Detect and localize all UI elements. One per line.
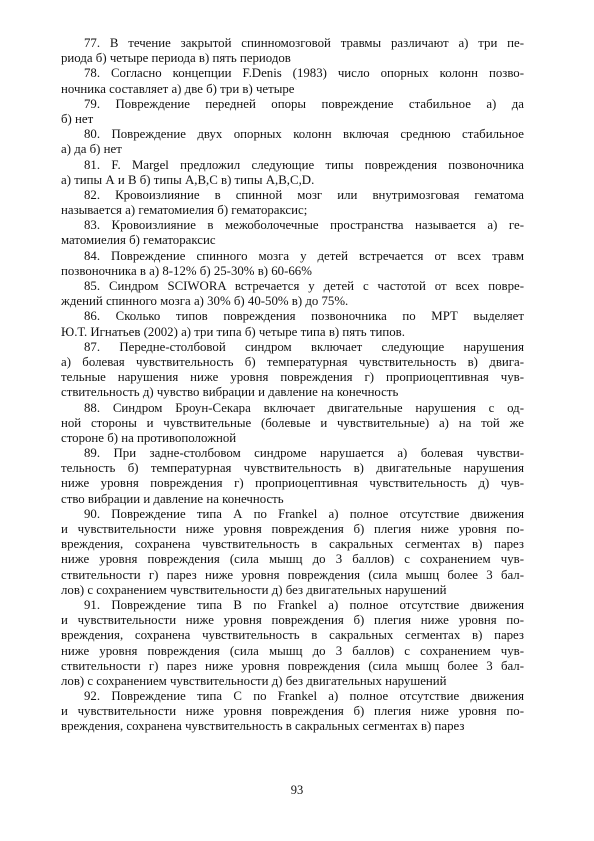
text-line: вреждения, сохранена чувствительность в сакральных сегментах в) парез xyxy=(61,719,465,734)
question-paragraph xyxy=(61,66,524,96)
text-line: 84. Повреждение спинного мозга у детей встречается от всех травм xyxy=(84,248,524,263)
text-line: и чувствительности ниже уровня повреждения б) плегия ниже уровня по- xyxy=(61,522,524,536)
text-line: 87. Передне-столбовой синдром включает следующие нарушения xyxy=(84,339,524,354)
question-paragraph xyxy=(61,309,524,339)
text-line: ночника составляет а) две б) три в) четыре xyxy=(61,81,295,96)
text-line: стороне б) на противоположной xyxy=(61,430,237,445)
page-body xyxy=(61,36,524,735)
question-paragraph xyxy=(61,249,524,279)
text-line: а) типы А и В б) типы А,В,С в) типы А,В,С,D. xyxy=(61,172,315,187)
text-line: ниже уровня повреждения г) проприоцептивная чувствительность д) чув- xyxy=(61,476,524,491)
text-line: ниже уровня повреждения (сила мышц до 3 баллов) с сохранением чув- xyxy=(61,552,524,567)
text-line: 81. F. Margel предложил следующие типы повреждения позвоночника xyxy=(84,157,524,172)
text-line: тельность б) температурная чувствительность в) двигательные нарушения xyxy=(61,461,524,476)
question-paragraph xyxy=(61,36,524,66)
question-paragraph xyxy=(61,188,524,218)
text-line: 91. Повреждение типа В по Frankel а) полное отсутствие движения xyxy=(84,597,524,612)
question-paragraph xyxy=(61,97,524,127)
text-line: 83. Кровоизлияние в межоболочечные пространства называется а) ге- xyxy=(84,218,524,233)
text-line: лов) с сохранением чувствительности д) без двигательных нарушений xyxy=(61,582,447,597)
text-line: лов) с сохранением чувствительности д) без двигательных нарушений xyxy=(61,673,447,688)
text-line: ствительности г) парез ниже уровня повреждения (сила мышц более 3 бал- xyxy=(61,658,524,673)
text-line: вреждения, сохранена чувствительность в сакральных сегментах в) парез xyxy=(61,537,524,552)
text-line: и чувствительности ниже уровня повреждения б) плегия ниже уровня по- xyxy=(61,704,524,719)
text-line: называется а) гематомиелия б) гематораксис; xyxy=(61,203,308,218)
text-line: 86. Сколько типов повреждения позвоночника по МРТ выделяет xyxy=(84,309,524,324)
text-line: и чувствительности ниже уровня повреждения б) плегия ниже уровня по- xyxy=(61,613,524,628)
text-line: 78. Согласно концепции F.Denis (1983) число опорных колонн позво- xyxy=(84,66,524,81)
text-line: вреждения, сохранена чувствительность в сакральных сегментах в) парез xyxy=(61,628,524,643)
text-line: ной стороны и чувствительные (болевые и чувствительные) а) на той же xyxy=(61,415,524,430)
question-paragraph xyxy=(61,446,524,507)
text-line: 90. Повреждение типа А по Frankel а) полное отсутствие движения xyxy=(84,506,524,521)
text-line: 85. Синдром SCIWORA встречается у детей с частотой от всех повре- xyxy=(84,279,524,293)
text-line: б) нет xyxy=(61,111,94,126)
question-paragraph xyxy=(61,279,524,309)
page-number: 93 xyxy=(290,783,304,797)
text-line: 77. В течение закрытой спинномозговой травмы различают а) три пе- xyxy=(84,36,524,50)
text-line: ствительность д) чувство вибрации и давление на конечность xyxy=(61,385,399,400)
text-line: позвоночника в а) 8-12% б) 25-30% в) 60-66% xyxy=(61,263,312,278)
text-line: а) да б) нет xyxy=(61,142,122,157)
text-line: ниже уровня повреждения (сила мышц до 3 баллов) с сохранением чув- xyxy=(61,643,524,658)
text-line: 92. Повреждение типа С по Frankel а) полное отсутствие движения xyxy=(84,689,524,704)
text-line: Ю.Т. Игнатьев (2002) а) три типа б) четыре типа в) пять типов. xyxy=(61,324,405,339)
text-line: ствительности г) парез ниже уровня повреждения (сила мышц более 3 бал- xyxy=(61,567,524,582)
text-line: ство вибрации и давление на конечность xyxy=(61,491,284,506)
text-line: 88. Синдром Броун-Секара включает двигательные нарушения с од- xyxy=(84,400,524,415)
text-line: 89. При задне-столбовом синдроме нарушается а) болевая чувстви- xyxy=(84,446,524,461)
text-line: а) болевая чувствительность б) температурная чувствительность в) двига- xyxy=(61,354,524,369)
text-line: 80. Повреждение двух опорных колонн включая среднюю стабильное xyxy=(84,127,524,142)
question-paragraph xyxy=(61,218,524,248)
question-paragraph xyxy=(61,401,524,447)
question-paragraph xyxy=(61,340,524,401)
question-paragraph xyxy=(61,689,524,735)
text-line: матомиелия б) гематораксис xyxy=(61,233,216,248)
question-paragraph xyxy=(61,158,524,188)
text-line: ждений спинного мозга а) 30% б) 40-50% в) до 75%. xyxy=(61,294,349,309)
question-paragraph xyxy=(61,127,524,157)
text-line: риода б) четыре периода в) пять периодов xyxy=(61,51,291,66)
text-line: 79. Повреждение передней опоры повреждение стабильное а) да xyxy=(84,96,524,111)
text-line: тельные нарушения ниже уровня повреждения г) проприоцептивная чув- xyxy=(61,370,524,385)
text-line: 82. Кровоизлияние в спинной мозг или внутримозговая гематома xyxy=(84,187,524,202)
question-paragraph xyxy=(61,507,524,598)
question-paragraph xyxy=(61,598,524,689)
